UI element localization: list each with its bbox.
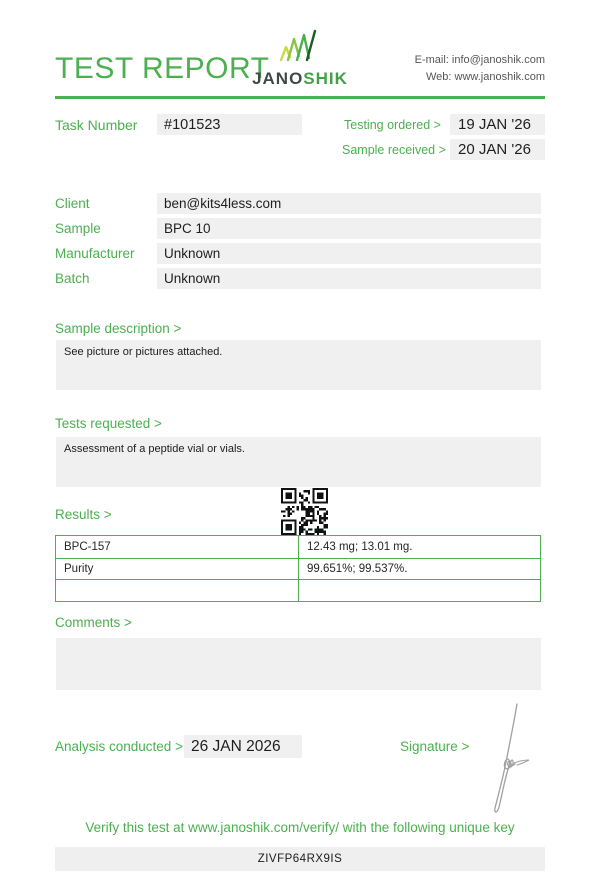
batch-value: Unknown	[157, 268, 541, 289]
task-number-label: Task Number	[55, 117, 138, 133]
page-title: TEST REPORT	[55, 52, 270, 85]
header-divider	[55, 96, 545, 99]
verify-text: Verify this test at www.janoshik.com/verify/ with the following unique key	[85, 820, 515, 835]
contact-info	[345, 52, 545, 86]
sample-description-box: See picture or pictures attached.	[56, 340, 541, 390]
results-label: Results >	[55, 507, 112, 522]
client-value: ben@kits4less.com	[157, 193, 541, 214]
testing-ordered-value: 19 JAN '26	[450, 114, 545, 135]
signature-image	[483, 700, 535, 818]
client-label: Client	[55, 196, 90, 211]
analysis-conducted-value: 26 JAN 2026	[184, 735, 302, 758]
logo-chart-icon	[276, 28, 324, 64]
result-value: 99.651%; 99.537%.	[307, 562, 408, 575]
analysis-conducted-label: Analysis conducted >	[55, 739, 183, 754]
task-number-value: #101523	[157, 114, 302, 135]
signature-label: Signature >	[400, 739, 470, 754]
result-name	[56, 580, 299, 601]
testing-ordered-label: Testing ordered >	[344, 118, 441, 132]
table-row	[56, 558, 540, 580]
sample-label: Sample	[55, 221, 101, 236]
result-value	[299, 580, 540, 601]
tests-requested-label: Tests requested >	[55, 416, 162, 431]
comments-box	[56, 638, 541, 690]
manufacturer-value: Unknown	[157, 243, 541, 264]
contact-web: Web: www.janoshik.com	[425, 71, 545, 84]
sample-description-label: Sample description >	[55, 321, 182, 336]
table-row	[56, 536, 540, 558]
contact-email: E-mail: info@janoshik.com	[414, 54, 545, 66]
verify-key: ZIVFP64RX9IS	[55, 847, 545, 871]
manufacturer-label: Manufacturer	[55, 246, 135, 261]
result-value: 12.43 mg; 13.01 mg.	[307, 540, 413, 553]
result-name: Purity	[56, 559, 299, 580]
qr-code	[281, 488, 328, 535]
batch-label: Batch	[55, 271, 90, 286]
sample-received-value: 20 JAN '26	[450, 139, 545, 160]
logo-wordmark	[250, 69, 350, 89]
tests-requested-box: Assessment of a peptide vial or vials.	[56, 437, 541, 487]
table-row	[56, 579, 540, 601]
logo-word-dark: JANO	[252, 69, 304, 88]
janoshik-logo	[250, 28, 350, 89]
sample-received-label: Sample received >	[342, 143, 446, 157]
results-table	[55, 535, 541, 602]
sample-value: BPC 10	[157, 218, 541, 239]
logo-word-green: SHIK	[303, 69, 348, 88]
result-name: BPC-157	[56, 536, 299, 558]
comments-label: Comments >	[55, 615, 132, 630]
